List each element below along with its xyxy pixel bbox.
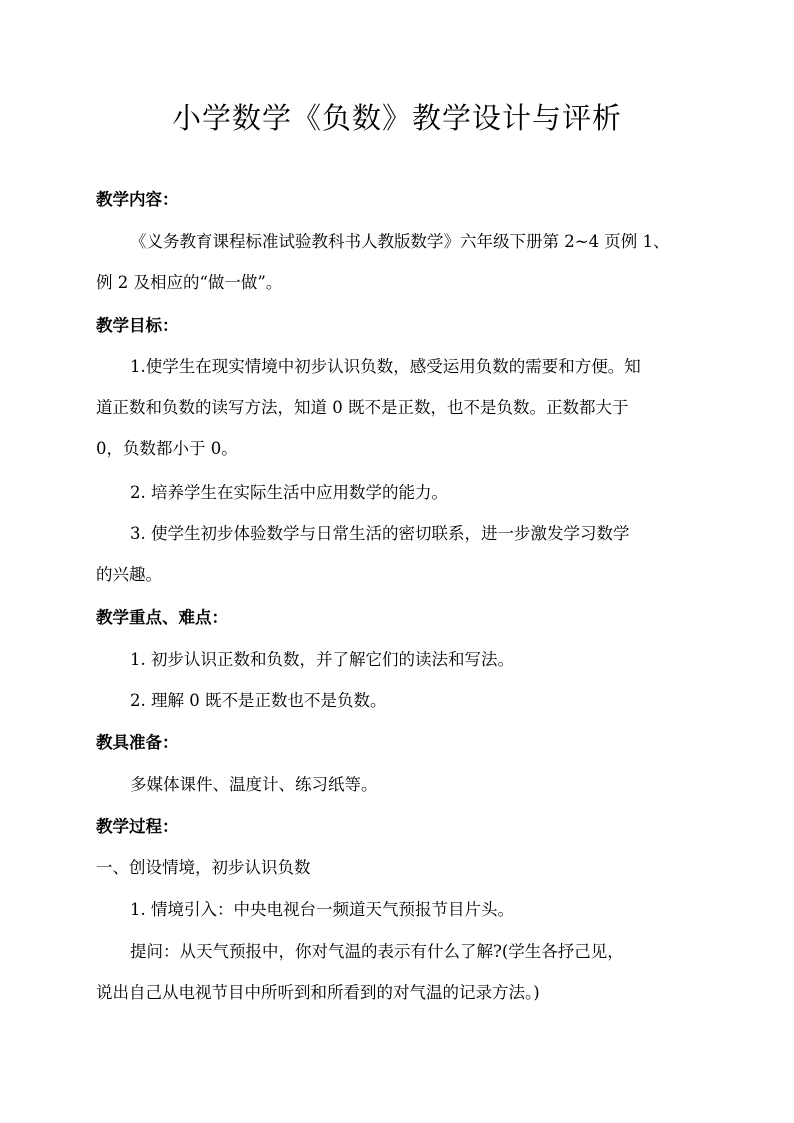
paragraph-line: 说出自己从电视节目中所听到和所看到的对气温的记录方法。) [96, 983, 540, 1002]
paragraph-line: 2. 培养学生在实际生活中应用数学的能力。 [130, 483, 448, 502]
paragraph-line: 1.使学生在现实情境中初步认识负数，感受运用负数的需要和方便。知 [130, 357, 641, 376]
paragraph-line: 多媒体课件、温度计、练习纸等。 [130, 775, 378, 794]
section-heading-content: 教学内容： [96, 190, 179, 209]
paragraph-line: 1. 初步认识正数和负数，并了解它们的读法和写法。 [130, 650, 514, 669]
paragraph-line: 的兴趣。 [96, 565, 162, 584]
paragraph-line: 《义务教育课程标准试验教科书人教版数学》六年级下册第 2~4 页例 1、 [130, 232, 670, 251]
paragraph-line: 提问：从天气预报中，你对气温的表示有什么了解?(学生各抒己见， [130, 942, 624, 961]
section-heading-key-points: 教学重点、难点： [96, 608, 228, 627]
paragraph-line: 3. 使学生初步体验数学与日常生活的密切联系，进一步激发学习数学 [130, 524, 630, 543]
section-heading-process: 教学过程： [96, 817, 179, 836]
section-heading-goals: 教学目标： [96, 316, 179, 335]
paragraph-line: 例 2 及相应的“做一做”。 [96, 273, 283, 292]
paragraph-line: 2. 理解 0 既不是正数也不是负数。 [130, 691, 387, 710]
section-heading-materials: 教具准备： [96, 733, 179, 752]
paragraph-line: 道正数和负数的读写方法，知道 0 既不是正数，也不是负数。正数都大于 [96, 398, 629, 417]
document-title: 小学数学《负数》教学设计与评析 [171, 101, 622, 135]
subsection-heading: 一、创设情境，初步认识负数 [96, 858, 311, 877]
paragraph-line: 0，负数都小于 0。 [96, 439, 238, 458]
paragraph-line: 1. 情境引入：中央电视台一频道天气预报节目片头。 [130, 900, 514, 919]
